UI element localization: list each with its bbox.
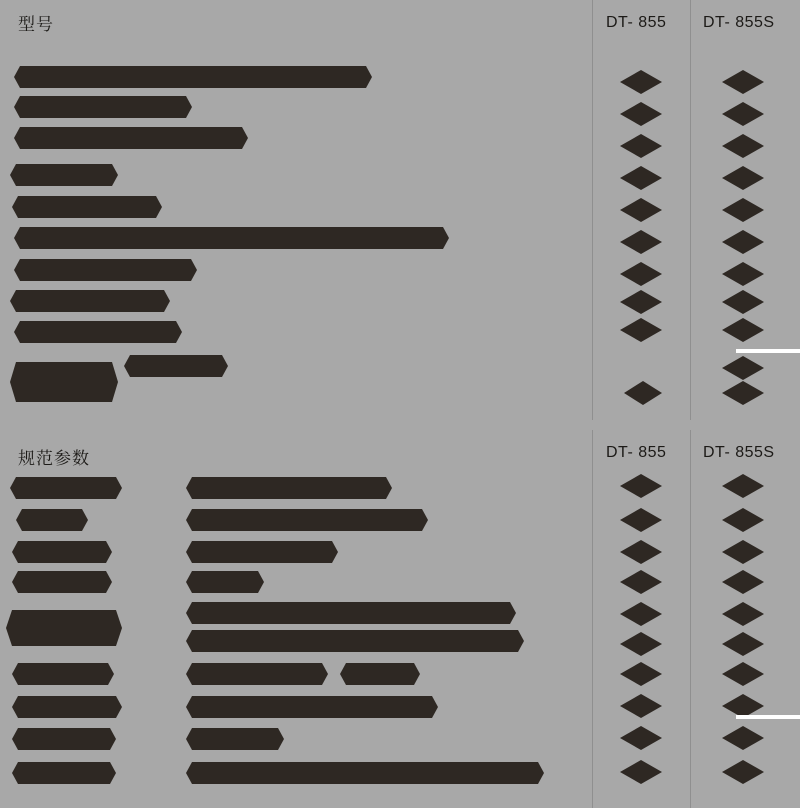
redacted-row-label bbox=[10, 362, 118, 402]
check-mark-dt855s bbox=[722, 262, 764, 286]
redacted-row-label bbox=[12, 196, 162, 218]
check-mark-dt855s bbox=[722, 602, 764, 626]
redacted-spec-value bbox=[186, 509, 428, 531]
redacted-spec-value bbox=[186, 477, 392, 499]
check-mark-dt855s bbox=[722, 166, 764, 190]
check-mark-dt855 bbox=[620, 198, 662, 222]
redacted-row-label bbox=[14, 259, 197, 281]
redacted-spec-label bbox=[10, 477, 122, 499]
redacted-spec-value bbox=[340, 663, 420, 685]
spec-section bbox=[0, 430, 800, 808]
check-mark-dt855s bbox=[722, 381, 764, 405]
column-header-dt855s: DT- 855S bbox=[703, 444, 775, 461]
column-header-dt855: DT- 855 bbox=[606, 444, 667, 461]
redacted-spec-label bbox=[12, 541, 112, 563]
check-mark-dt855s bbox=[722, 70, 764, 94]
redacted-spec-label bbox=[12, 728, 116, 750]
check-mark-dt855s bbox=[722, 102, 764, 126]
check-mark-dt855s bbox=[722, 474, 764, 498]
check-mark-dt855s bbox=[722, 230, 764, 254]
check-mark-dt855 bbox=[620, 474, 662, 498]
check-mark-dt855s bbox=[722, 570, 764, 594]
check-mark-dt855s bbox=[722, 356, 764, 380]
column-separator bbox=[690, 430, 691, 808]
column-separator bbox=[592, 0, 593, 420]
column-separator bbox=[690, 0, 691, 420]
check-mark-dt855 bbox=[620, 602, 662, 626]
check-mark-dt855 bbox=[620, 508, 662, 532]
check-mark-dt855s bbox=[722, 662, 764, 686]
check-mark-dt855 bbox=[620, 166, 662, 190]
check-mark-dt855 bbox=[620, 662, 662, 686]
column-header-dt855: DT- 855 bbox=[606, 14, 667, 31]
check-mark-dt855 bbox=[620, 570, 662, 594]
redacted-spec-value bbox=[186, 571, 264, 593]
check-mark-dt855s bbox=[722, 760, 764, 784]
check-mark-dt855s bbox=[722, 632, 764, 656]
check-mark-dt855s bbox=[722, 198, 764, 222]
redacted-row-label bbox=[14, 127, 248, 149]
redacted-row-label bbox=[14, 96, 192, 118]
redacted-row-label bbox=[14, 227, 449, 249]
redacted-spec-value bbox=[186, 630, 524, 652]
redacted-spec-value bbox=[186, 762, 544, 784]
check-mark-dt855s bbox=[722, 290, 764, 314]
redacted-spec-label bbox=[12, 696, 122, 718]
redacted-spec-value bbox=[186, 541, 338, 563]
check-mark-dt855 bbox=[624, 381, 662, 405]
redacted-row-label bbox=[124, 355, 228, 377]
check-mark-dt855s bbox=[722, 318, 764, 342]
redacted-row-label bbox=[10, 164, 118, 186]
section-title-spec: 规范参数 bbox=[18, 449, 90, 468]
horizontal-rule bbox=[736, 349, 800, 353]
check-mark-dt855 bbox=[620, 694, 662, 718]
redacted-row-label bbox=[10, 290, 170, 312]
check-mark-dt855 bbox=[620, 70, 662, 94]
check-mark-dt855 bbox=[620, 760, 662, 784]
check-mark-dt855s bbox=[722, 726, 764, 750]
check-mark-dt855 bbox=[620, 262, 662, 286]
redacted-spec-label bbox=[6, 610, 122, 646]
redacted-spec-value bbox=[186, 728, 284, 750]
check-mark-dt855 bbox=[620, 726, 662, 750]
check-mark-dt855 bbox=[620, 102, 662, 126]
section-title-model: 型号 bbox=[18, 15, 54, 34]
check-mark-dt855s bbox=[722, 508, 764, 532]
redacted-spec-label bbox=[16, 509, 88, 531]
check-mark-dt855 bbox=[620, 318, 662, 342]
check-mark-dt855s bbox=[722, 134, 764, 158]
redacted-row-label bbox=[14, 321, 182, 343]
check-mark-dt855 bbox=[620, 290, 662, 314]
redacted-spec-value bbox=[186, 696, 438, 718]
check-mark-dt855 bbox=[620, 230, 662, 254]
column-header-dt855s: DT- 855S bbox=[703, 14, 775, 31]
redacted-spec-label bbox=[12, 571, 112, 593]
horizontal-rule bbox=[736, 715, 800, 719]
redacted-row-label bbox=[14, 66, 372, 88]
redacted-spec-label bbox=[12, 762, 116, 784]
column-separator bbox=[592, 430, 593, 808]
redacted-spec-label bbox=[12, 663, 114, 685]
redacted-spec-value bbox=[186, 602, 516, 624]
check-mark-dt855 bbox=[620, 632, 662, 656]
check-mark-dt855s bbox=[722, 540, 764, 564]
redacted-spec-value bbox=[186, 663, 328, 685]
check-mark-dt855 bbox=[620, 134, 662, 158]
check-mark-dt855 bbox=[620, 540, 662, 564]
